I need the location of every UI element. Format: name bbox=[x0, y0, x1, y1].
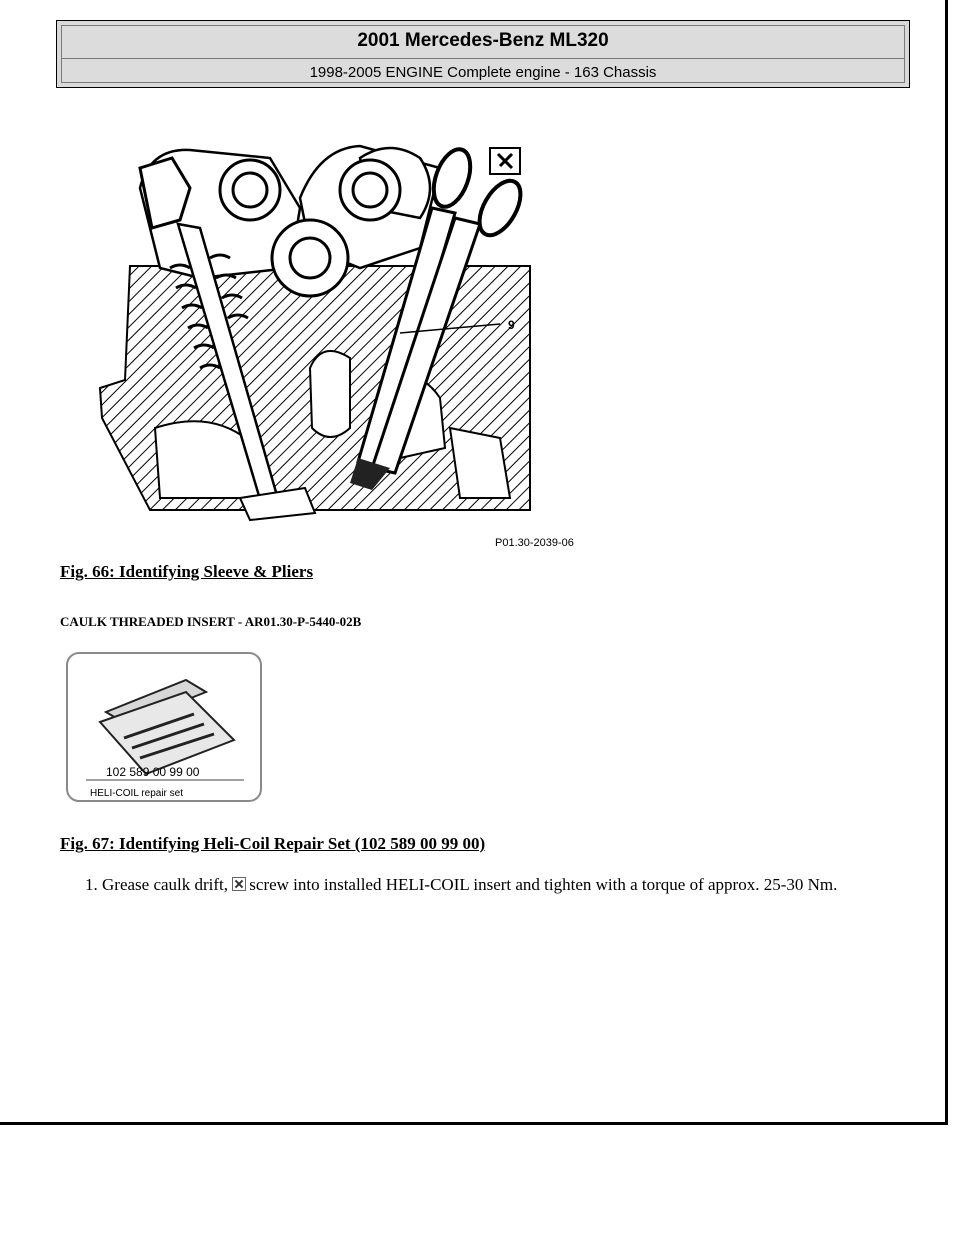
header-inner bbox=[61, 25, 905, 83]
step-text-before: Grease caulk drift, bbox=[102, 875, 233, 894]
figure-67-label: HELI-COIL repair set bbox=[90, 788, 183, 799]
document-subtitle: 1998-2005 ENGINE Complete engine - 163 Chassis bbox=[309, 64, 657, 81]
document-title: 2001 Mercedes-Benz ML320 bbox=[357, 30, 609, 51]
figure-67-caption: Fig. 67: Identifying Heli-Coil Repair Set (102 589 00 99 00) bbox=[60, 834, 486, 853]
document-header bbox=[56, 20, 910, 88]
procedure-steps bbox=[70, 874, 942, 896]
step-text-after: screw into installed HELI-COIL insert and tighten with a torque of approx. 25-30 Nm. bbox=[249, 875, 838, 894]
figure-66-caption: Fig. 66: Identifying Sleeve & Pliers bbox=[60, 562, 314, 581]
section-title: CAULK THREADED INSERT - AR01.30-P-5440-02B bbox=[60, 614, 362, 629]
figure-66-code: P01.30-2039-06 bbox=[495, 537, 574, 549]
procedure-step bbox=[102, 874, 942, 896]
figure-66-callout: 9 bbox=[508, 318, 515, 332]
figure-67-image bbox=[66, 652, 262, 802]
broken-image-icon bbox=[232, 877, 246, 891]
header-divider bbox=[62, 58, 904, 59]
figure-66-image bbox=[60, 128, 600, 558]
figure-67-part-number: 102 589 00 99 00 bbox=[106, 765, 200, 779]
